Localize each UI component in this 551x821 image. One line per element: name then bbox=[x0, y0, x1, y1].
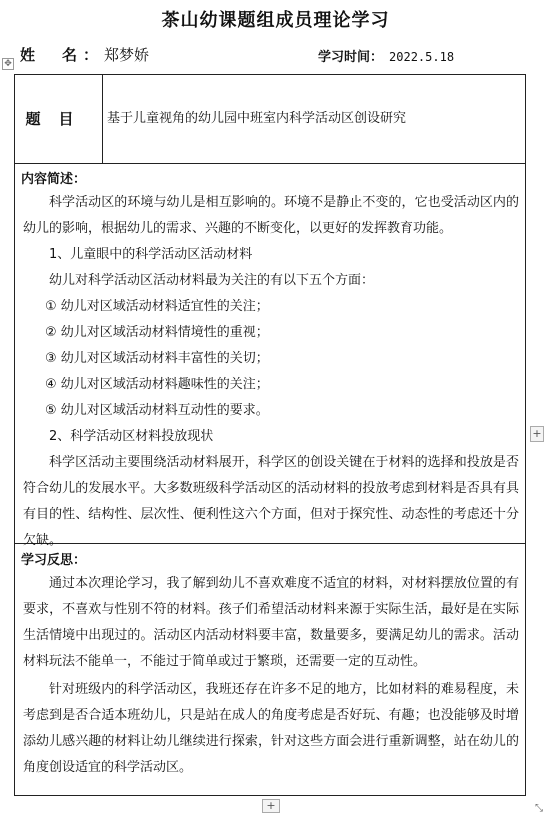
date-line bbox=[318, 46, 454, 65]
add-column-icon[interactable]: + bbox=[530, 426, 544, 442]
aspect-item: ④ 幼儿对区域活动材料趣味性的关注； bbox=[45, 377, 269, 392]
subject-value: 基于儿童视角的幼儿园中班室内科学活动区创设研究 bbox=[107, 111, 407, 126]
reflection-paragraph-1: 通过本次理论学习，我了解到幼儿不喜欢难度不适宜的材料，对材料摆放位置的有要求，不喜欢与性别不符的材料。孩子们希望活动材料来源于实际生活，最好是在实际生活情境中出现过的。活动区内活动材料要丰富，数量要多，要满足幼儿的需求。活动材料玩法不能单一，不能过于简单或过于繁琐，还需要一定的互动性。 bbox=[23, 576, 519, 669]
name-value: 郑梦娇 bbox=[104, 46, 150, 64]
reflection-paragraph-2: 针对班级内的科学活动区，我班还存在许多不足的地方，比如材料的难易程度，未考虑到是否合适本班幼儿，只是站在成人的角度考虑是否好玩、有趣；也没能够及时增添幼儿感兴趣的材料让幼儿继续进行探索，针对这些方面会进行重新调整，站在幼儿的角度创设适宜的科学活动区。 bbox=[23, 682, 519, 775]
table-move-handle-icon[interactable]: ✥ bbox=[2, 58, 14, 70]
subject-row bbox=[15, 75, 525, 164]
subject-label: 题目 bbox=[15, 75, 103, 163]
table-resize-icon[interactable]: ⤡ bbox=[535, 803, 543, 814]
reflection-heading: 学习反思： bbox=[21, 553, 87, 568]
date-value: 2022.5.18 bbox=[389, 50, 455, 64]
point1-title: 1、儿童眼中的科学活动区活动材料 bbox=[49, 247, 253, 262]
add-row-icon[interactable]: + bbox=[262, 799, 280, 813]
reflection-section bbox=[15, 545, 525, 795]
study-table bbox=[14, 74, 526, 796]
aspect-item: ⑤ 幼儿对区域活动材料互动性的要求。 bbox=[45, 403, 269, 418]
point2-title: 2、科学活动区材料投放现状 bbox=[49, 429, 214, 444]
aspect-item: ② 幼儿对区域活动材料情境性的重视； bbox=[45, 325, 269, 340]
summary-intro: 科学活动区的环境与幼儿是相互影响的。环境不是静止不变的，它也受活动区内的幼儿的影响，根据幼儿的需求、兴趣的不断变化，以更好的发挥教育功能。 bbox=[23, 195, 519, 236]
point2-text: 科学区活动主要围绕活动材料展开，科学区的创设关键在于材料的选择和投放是否符合幼儿的发展水平。大多数班级科学活动区的活动材料的投放考虑到材料是否具有具有目的性、结构性、层次性、便利性这六个方面，但对于探究性、动态性的考虑还十分欠缺。 bbox=[23, 455, 519, 548]
summary-heading: 内容简述： bbox=[21, 172, 87, 187]
name-line bbox=[20, 44, 149, 65]
summary-section bbox=[15, 164, 525, 548]
aspect-item: ③ 幼儿对区域活动材料丰富性的关切； bbox=[45, 351, 269, 366]
page-title: 茶山幼课题组成员理论学习 bbox=[161, 10, 390, 31]
point1-lead: 幼儿对科学活动区活动材料最为关注的有以下五个方面： bbox=[49, 273, 375, 288]
aspect-item: ① 幼儿对区域活动材料适宜性的关注； bbox=[45, 299, 269, 314]
name-label: 姓 名： bbox=[20, 46, 105, 64]
date-label: 学习时间： bbox=[318, 50, 384, 65]
